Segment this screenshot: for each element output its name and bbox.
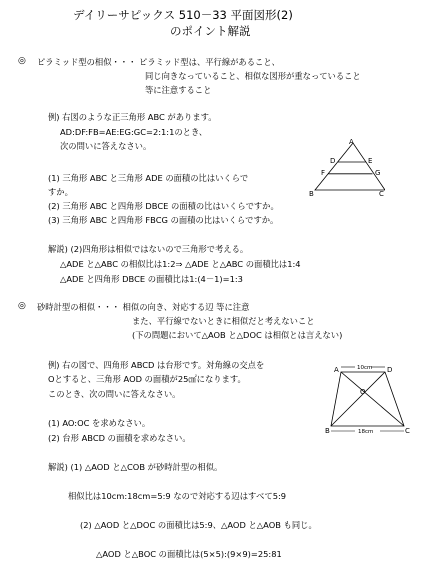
- section1-example-line2: AD:DF:FB=AE:EG:GC=2:1:1のとき、: [60, 127, 208, 137]
- section1-example-line1: 例) 右図のような正三角形 ABC があります。: [48, 112, 217, 122]
- trapezoid-figure: [322, 360, 416, 440]
- section1-question1-line2: すか。: [48, 187, 73, 197]
- top-length-label: 10cm: [357, 365, 373, 371]
- section1-bullet: ◎: [18, 56, 26, 66]
- triangle-outline: [315, 143, 385, 190]
- section2-example-line2: Oとすると、三角形 AOD の面積が25㎠になります。: [48, 374, 246, 384]
- section2-bullet: ◎: [18, 301, 26, 311]
- label-a: A: [334, 366, 339, 374]
- page-subtitle: のポイント解説: [170, 24, 251, 38]
- label-o: O: [360, 388, 366, 396]
- label-c: C: [379, 190, 384, 198]
- label-d: D: [387, 366, 393, 374]
- trapezoid-outline: [331, 372, 404, 426]
- section2-example-line3: このとき、次の問いに答えなさい。: [48, 389, 181, 399]
- section1-solution-line3: △ADE と四角形 DBCE の面積比は1:(4－1)=1:3: [60, 274, 243, 284]
- label-b: B: [309, 190, 314, 198]
- section1-heading: ピラミッド型の相似・・・ ピラミッド型は、平行線があること、: [37, 57, 280, 67]
- label-d: D: [330, 157, 336, 165]
- section2-question1: (1) AO:OC を求めなさい。: [48, 418, 151, 428]
- section1-line3: 等に注意すること: [145, 85, 212, 95]
- label-e: E: [368, 157, 373, 165]
- label-b: B: [325, 427, 330, 435]
- page-title: デイリーサピックス 510－33 平面図形(2): [73, 8, 293, 22]
- section1-example-line3: 次の問いに答えなさい。: [60, 141, 152, 151]
- bottom-length-label: 18cm: [358, 429, 374, 435]
- label-c: C: [405, 427, 410, 435]
- section2-solution-line4: △AOD と△BOC の面積比は(5×5):(9×9)=25:81: [96, 549, 282, 559]
- section2-solution-line3: (2) △AOD と△DOC の面積比は5:9、△AOD と△AOB も同じ。: [80, 520, 317, 530]
- section2-example-line1: 例) 右の図で、四角形 ABCD は台形です。対角線の交点を: [48, 360, 265, 370]
- label-a: A: [349, 138, 354, 146]
- section1-solution-line1: 解説) (2)四角形は相似ではないので三角形で考える。: [48, 244, 249, 254]
- section2-solution-line1: 解説) (1) △AOD と△COB が砂時計型の相似。: [48, 462, 223, 472]
- section1-solution-line2: △ADE と△ABC の相似比は1:2⇒ △ADE と△ABC の面積比は1:4: [60, 259, 301, 269]
- section2-heading: 砂時計型の相似・・・ 相似の向き、対応する辺 等に注意: [37, 302, 250, 312]
- section2-line3: (下の問題において△AOB と△DOC は相似とは言えない): [132, 330, 343, 340]
- section1-line2: 同じ向きなっていること、相似な図形が重なっていること: [145, 71, 361, 81]
- label-f: F: [321, 169, 326, 177]
- section2-solution-line2: 相似比は10cm:18cm=5:9 なので対応する辺はすべて5:9: [68, 491, 287, 501]
- section1-question2: (2) 三角形 ABC と四角形 DBCE の面積の比はいくらですか。: [48, 201, 279, 211]
- section1-question3: (3) 三角形 ABC と四角形 FBCG の面積の比はいくらですか。: [48, 215, 279, 225]
- label-g: G: [375, 169, 381, 177]
- section2-question2: (2) 台形 ABCD の面積を求めなさい。: [48, 433, 191, 443]
- section2-line2: また、平行線でないときに相似だと考えないこと: [132, 316, 315, 326]
- section1-question1-line1: (1) 三角形 ABC と三角形 ADE の面積の比はいくらで: [48, 173, 249, 183]
- triangle-figure: [305, 138, 385, 198]
